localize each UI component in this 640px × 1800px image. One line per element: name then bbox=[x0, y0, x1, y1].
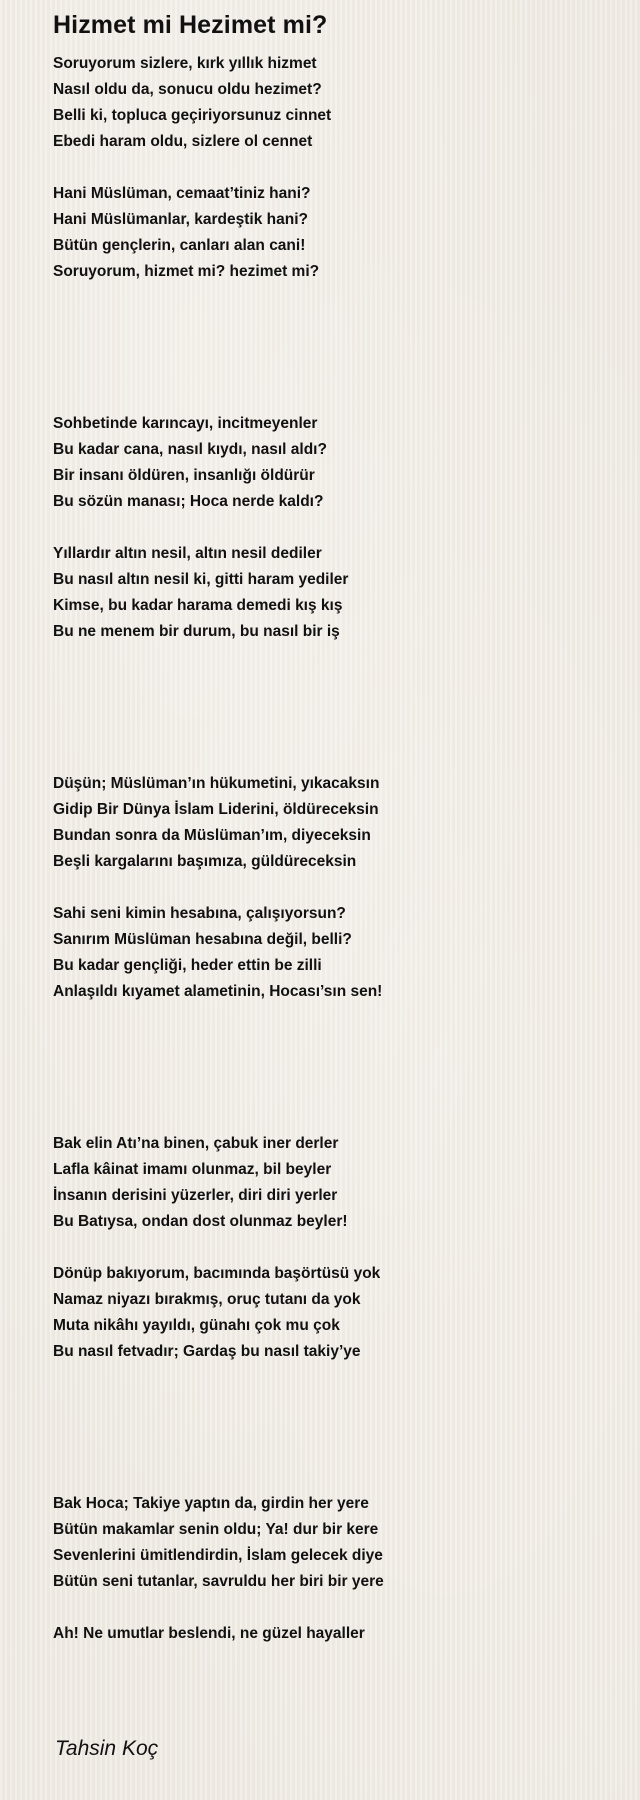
poem-line: Bak elin Atı’na binen, çabuk iner derler bbox=[53, 1135, 339, 1152]
poem-line: Bu ne menem bir durum, bu nasıl bir iş bbox=[53, 623, 340, 640]
poem-line: Sanırım Müslüman hesabına değil, belli? bbox=[53, 931, 352, 948]
stanza-3 bbox=[53, 411, 613, 515]
poem-line: Yıllardır altın nesil, altın nesil dediler bbox=[53, 545, 322, 562]
stanza-8 bbox=[53, 1261, 613, 1365]
stanza-4 bbox=[53, 541, 613, 645]
stanza-2 bbox=[53, 181, 613, 285]
poem-line: Gidip Bir Dünya İslam Liderini, öldüreceksin bbox=[53, 801, 379, 818]
poem-line: Bu kadar cana, nasıl kıydı, nasıl aldı? bbox=[53, 441, 327, 458]
poem-line: Dönüp bakıyorum, bacımında başörtüsü yok bbox=[53, 1265, 381, 1282]
stanza-10 bbox=[53, 1621, 613, 1647]
poem-line: Muta nikâhı yayıldı, günahı çok mu çok bbox=[53, 1317, 340, 1334]
stanza-1 bbox=[53, 51, 613, 155]
poem-line: Soruyorum, hizmet mi? hezimet mi? bbox=[53, 263, 320, 280]
poem-line: Bütün gençlerin, canları alan cani! bbox=[53, 237, 306, 254]
poem-line: Bu nasıl altın nesil ki, gitti haram yediler bbox=[53, 571, 349, 588]
poem-line: Beşli kargalarını başımıza, güldüreceksin bbox=[53, 853, 357, 870]
poem-line: Sevenlerini ümitlendirdin, İslam gelecek diye bbox=[53, 1547, 383, 1564]
poem-line: Bundan sonra da Müslüman’ım, diyeceksin bbox=[53, 827, 371, 844]
poem-line: Sohbetinde karıncayı, incitmeyenler bbox=[53, 415, 318, 432]
poem-line: Hani Müslüman, cemaat’tiniz hani? bbox=[53, 185, 311, 202]
poem-line: Bak Hoca; Takiye yaptın da, girdin her yere bbox=[53, 1495, 369, 1512]
poem-line: Belli ki, topluca geçiriyorsunuz cinnet bbox=[53, 107, 332, 124]
poem-line: Soruyorum sizlere, kırk yıllık hizmet bbox=[53, 55, 317, 72]
poem-line: Kimse, bu kadar harama demedi kış kış bbox=[53, 597, 343, 614]
poem-line: Ah! Ne umutlar beslendi, ne güzel hayaller bbox=[53, 1625, 365, 1642]
poem-line: Düşün; Müslüman’ın hükumetini, yıkacaksın bbox=[53, 775, 380, 792]
poem-line: Bu sözün manası; Hoca nerde kaldı? bbox=[53, 493, 324, 510]
poem-line: Bu Batıysa, ondan dost olunmaz beyler! bbox=[53, 1213, 348, 1230]
poem-line: Ebedi haram oldu, sizlere ol cennet bbox=[53, 133, 313, 150]
poem-line: Sahi seni kimin hesabına, çalışıyorsun? bbox=[53, 905, 346, 922]
poem-line: Bu kadar gençliği, heder ettin be zilli bbox=[53, 957, 322, 974]
stanza-9 bbox=[53, 1491, 613, 1595]
poem-line: Bütün makamlar senin oldu; Ya! dur bir kere bbox=[53, 1521, 379, 1538]
poem-line: Bir insanı öldüren, insanlığı öldürür bbox=[53, 467, 315, 484]
poem-line: İnsanın derisini yüzerler, diri diri yerler bbox=[53, 1187, 338, 1204]
stanza-7 bbox=[53, 1131, 613, 1235]
poem-line: Bütün seni tutanlar, savruldu her biri bir yere bbox=[53, 1573, 384, 1590]
stanza-6 bbox=[53, 901, 613, 1005]
poem-line: Lafla kâinat imamı olunmaz, bil beyler bbox=[53, 1161, 332, 1178]
author-name: Tahsin Koç bbox=[55, 1737, 159, 1760]
poem-line: Bu nasıl fetvadır; Gardaş bu nasıl takiy’ye bbox=[53, 1343, 361, 1360]
stanza-5 bbox=[53, 771, 613, 875]
poem-title: Hizmet mi Hezimet mi? bbox=[53, 11, 328, 39]
poem-line: Anlaşıldı kıyamet alametinin, Hocası’sın sen! bbox=[53, 983, 383, 1000]
poem-line: Namaz niyazı bırakmış, oruç tutanı da yok bbox=[53, 1291, 361, 1308]
poem-line: Nasıl oldu da, sonucu oldu hezimet? bbox=[53, 81, 322, 98]
poem-line: Hani Müslümanlar, kardeştik hani? bbox=[53, 211, 308, 228]
